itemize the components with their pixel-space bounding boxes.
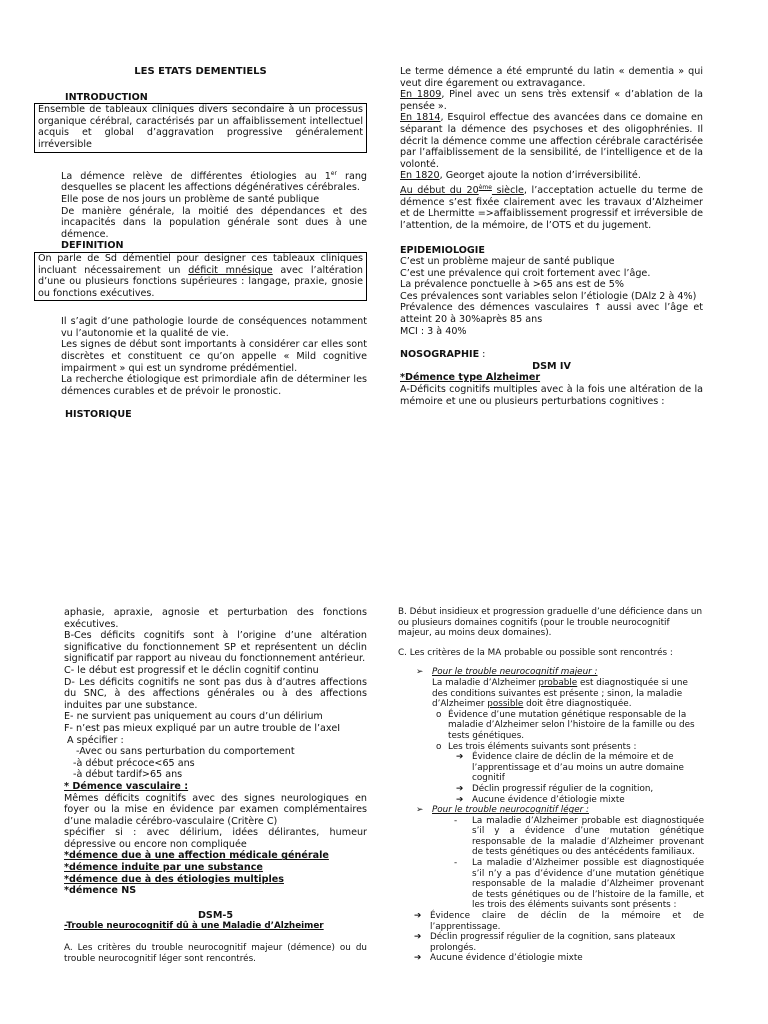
- historique-heading: HISTORIQUE: [65, 409, 132, 421]
- arrow-bullet-icon: ➔: [456, 794, 464, 805]
- dash-bullet-icon: -: [454, 815, 458, 826]
- criterion-d: D- Les déficits cognitifs ne sont pas dus à d’autres affections du SNC, à des affections générales ou à des affections induites par une substance.: [64, 676, 367, 711]
- definition-heading: DEFINITION: [61, 240, 124, 252]
- epidemiology-line: C’est une prévalence qui croit fortement avec l’âge.: [400, 267, 651, 279]
- epidemiology-line: Prévalence des démences vasculaires ↑ aussi avec l’âge et atteint 20 à 30%après 85 ans: [400, 302, 703, 326]
- intro-paragraph: De manière générale, la moitié des dépendances et des incapacités dans la population générale sont dues à une démence.: [61, 205, 367, 240]
- epidemiology-line: C’est un problème majeur de santé publique: [400, 256, 615, 268]
- dementia-type: *démence due à des étiologies multiples: [64, 873, 284, 885]
- dementia-type: *démence NS: [64, 885, 137, 897]
- dsm5-heading: DSM-5: [197, 909, 234, 921]
- circle-bullet-icon: o: [436, 709, 442, 720]
- dash-bullet-icon: -: [454, 858, 458, 869]
- dsm5-criterion-c: C. Les critères de la MA probable ou possible sont rencontrés :: [398, 647, 673, 658]
- major-element-item: ➔ Évidence claire de déclin de la mémoire et de l’apprentissage et d’au moins un autre domaine cognitif: [456, 752, 684, 784]
- page1-right-column: [400, 66, 703, 407]
- page2-left-column: [64, 607, 367, 964]
- intro-paragraphs: [34, 168, 367, 252]
- criterion-e: E- ne survient pas uniquement au cours d’un délirium: [64, 711, 323, 723]
- history-paragraph: Au début du 20ème siècle, l’acceptation actuelle du terme de démence s’est fixée clairement avec les travaux d’Alzheimer et de Lhermitte =>affaiblissement progressif et irréversible de l’attention, de la mémoire, de l’OTS et du jugement.: [400, 183, 703, 231]
- specify-item: -Avec ou sans perturbation du comportement: [76, 746, 295, 758]
- intro-paragraph: Elle pose de nos jours un problème de santé publique: [61, 193, 320, 205]
- mild-element-item: ➔ Évidence claire de déclin de la mémoire et de l’apprentissage.: [414, 911, 704, 932]
- mild-element-item: ➔ Déclin progressif régulier de la cognition, sans plateaux prolongés.: [414, 932, 676, 953]
- specify-item: -à début tardif>65 ans: [73, 769, 183, 781]
- major-element-item: ➔ Déclin progressif régulier de la cognition,: [456, 783, 654, 794]
- intro-heading: INTRODUCTION: [65, 91, 148, 103]
- epidemiology-line: MCI : 3 à 40%: [400, 325, 467, 337]
- dsm5-criterion-b: B. Début insidieux et progression graduelle d’une déficience dans un ou plusieurs domaines cognitifs (pour le trouble neurocognitif majeur, au moins deux domaines).: [398, 607, 703, 639]
- dsm4-heading: DSM IV: [532, 360, 571, 372]
- page1-left-column: [34, 66, 367, 421]
- major-disorder-text: La maladie d’Alzheimer probable est diagnostiquée si une des conditions suivantes est présente ; sinon, la maladie d’Alzheimer possible doit être diagnostiquée.: [432, 677, 688, 710]
- history-paragraph: Le terme démence a été emprunté du latin « dementia » qui veut dire égarement ou extravagance.: [400, 66, 703, 89]
- mild-condition-item: - La maladie d’Alzheimer probable est diagnostiquée s’il y a évidence d’une mutation génétique responsable de la maladie d’Alzheimer provenant de tests génétiques ou des antécédents familiaux.: [454, 815, 704, 858]
- dsm5-subheading: -Trouble neurocognitif dû à une Maladie d’Alzheimer: [64, 921, 324, 932]
- major-disorder-item: [398, 667, 704, 709]
- definition-paragraph: Les signes de début sont importants à considérer car elles sont discrètes et constituent ce qu’on appelle « Mild cognitive impairment » qui est un syndrome prédémentiel.: [61, 339, 367, 374]
- definition-paragraph: La recherche étiologique est primordiale afin de déterminer les démences curables et de prévoir le pronostic.: [61, 374, 367, 397]
- document-title: LES ETATS DEMENTIELS: [134, 66, 267, 77]
- epidemiology-line: La prévalence ponctuelle à >65 ans est de 5%: [400, 279, 624, 291]
- dsm5-criterion-a: A. Les critères du trouble neurocognitif majeur (démence) ou du trouble neurocognitif léger sont rencontrés.: [64, 943, 367, 964]
- nosographie-heading: NOSOGRAPHIE :: [400, 349, 486, 361]
- arrow-bullet-icon: ➔: [414, 911, 422, 922]
- mild-disorder-heading: Pour le trouble neurocognitif léger :: [432, 805, 589, 816]
- definition-paragraph: Il s’agit d’une pathologie lourde de conséquences notamment vu l’autonomie et la qualité de vie.: [61, 316, 367, 339]
- circle-bullet-icon: o: [436, 741, 442, 752]
- criterion-c: C- le début est progressif et le déclin cognitif continu: [64, 664, 319, 676]
- arrowhead-bullet-icon: ➢: [416, 805, 424, 816]
- definition-paragraphs: [34, 316, 367, 397]
- arrow-bullet-icon: ➔: [414, 953, 422, 964]
- major-disorder-heading: Pour le trouble neurocognitif majeur :: [432, 667, 598, 678]
- mild-disorder-item: [398, 805, 704, 816]
- major-condition-item: o Les trois éléments suivants sont présents :: [436, 741, 637, 752]
- specify-label: A spécifier :: [67, 734, 124, 746]
- epidemiology-line: Ces prévalences sont variables selon l’étiologie (DAlz 2 à 4%): [400, 290, 697, 302]
- epidemiologie-heading: EPIDEMIOLOGIE: [400, 244, 485, 256]
- arrow-bullet-icon: ➔: [456, 783, 464, 794]
- arrow-bullet-icon: ➔: [414, 932, 422, 943]
- specify-item: -à début précoce<65 ans: [73, 757, 195, 769]
- dementia-type: *démence induite par une substance: [64, 862, 263, 874]
- page2-right-column: [398, 607, 704, 964]
- alzheimer-heading: *Démence type Alzheimer: [400, 372, 541, 384]
- vascular-paragraph: spécifier si : avec délirium, idées délirantes, humeur dépressive ou encore non compliquée: [64, 827, 367, 850]
- criterion-f: F- n’est pas mieux expliqué par un autre trouble de l’axeI: [64, 722, 341, 734]
- mild-element-item: ➔ Aucune évidence d’étiologie mixte: [414, 953, 583, 964]
- history-paragraph: En 1820, Georget ajoute la notion d’irréversibilité.: [400, 170, 641, 182]
- vascular-heading: * Démence vasculaire :: [64, 780, 189, 792]
- major-element-item: ➔ Aucune évidence d’étiologie mixte: [456, 794, 625, 805]
- arrowhead-bullet-icon: ➢: [416, 667, 424, 678]
- definition-box: On parle de Sd démentiel pour designer ces tableaux cliniques incluant nécessairement un déficit mnésique avec l’altération d’une ou plusieurs fonctions supérieures : langage, praxie, gnosie ou fonctions exécutives.: [34, 252, 367, 301]
- arrow-bullet-icon: ➔: [456, 752, 464, 763]
- mild-condition-item: - La maladie d’Alzheimer possible est diagnostiquée s’il n’y a pas d’évidence d’une mutation génétique responsable de la maladie d’Alzheimer provenant de tests génétiques ou de l’histoire de la famille, et les trois des éléments suivants sont présents :: [454, 858, 704, 911]
- alzheimer-criterion-a: A-Déficits cognitifs multiples avec à la fois une altération de la mémoire et une ou plusieurs perturbations cognitives :: [400, 384, 703, 407]
- intro-paragraph: La démence relève de différentes étiologies au 1er rang desquelles se placent les affections dégénératives cérébrales.: [61, 169, 367, 194]
- intro-definition-box: Ensemble de tableaux cliniques divers secondaire à un processus organique cérébral, caractérisés par un affaiblissement intellectuel acquis et global d’aggravation progressive généralement irréversible: [34, 103, 367, 152]
- major-condition-item: o Évidence d’une mutation génétique responsable de la maladie d’Alzheimer selon l’histoire de la famille ou des tests génétiques.: [436, 709, 695, 741]
- criterion-b: B-Ces déficits cognitifs sont à l’origine d’une altération significative du fonctionnement SP et représentent un déclin significatif par rapport au niveau du fonctionnement antérieur.: [64, 630, 367, 665]
- history-paragraph: En 1814, Esquirol effectue des avancées dans ce domaine en séparant la démence des psychoses et des oligophrénies. Il décrit la démence comme une affection cérébrale caractérisée par l’affaiblissement de la sensibilité, de l’intelligence et de la volonté.: [400, 112, 703, 170]
- history-paragraph: En 1809, Pinel avec un sens très extensif « d’ablation de la pensée ».: [400, 89, 703, 112]
- criterion-continuation: aphasie, apraxie, agnosie et perturbation des fonctions exécutives.: [64, 607, 367, 630]
- dementia-type: *démence due à une affection médicale générale: [64, 850, 329, 862]
- vascular-paragraph: Mêmes déficits cognitifs avec des signes neurologiques en foyer ou la mise en évidence par examen complémentaires d’une maladie cérébro-vasculaire (Critère C): [64, 792, 367, 827]
